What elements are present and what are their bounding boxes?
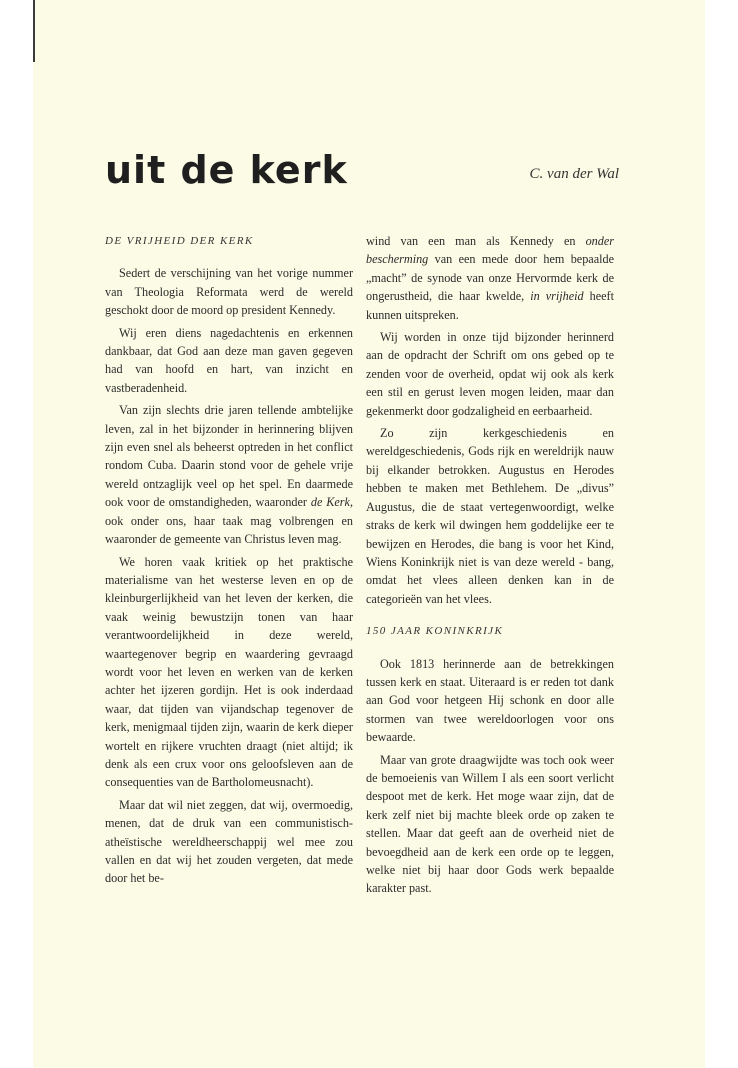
author-name: C. van der Wal xyxy=(529,166,619,182)
column-masthead: uit de kerk xyxy=(105,148,348,192)
text-run: wind van een man als Kennedy en xyxy=(366,234,586,248)
emphasis-text: de Kerk, xyxy=(310,495,353,510)
section-heading-vrijheid: DE VRIJHEID DER KERK xyxy=(105,235,254,247)
paragraph xyxy=(105,401,353,548)
paragraph: Maar dat wil niet zeggen, dat wij, overmoedig, menen, dat de druk van een communistisch-atheïstische wereldheerschappij wel mee zou vallen en dat wij het zouden vergeten, dat mede door het be- xyxy=(105,797,353,886)
paragraph: Ook 1813 herinnerde aan de betrekkingen tussen kerk en staat. Uiteraard is er reden tot dank aan God voor hetgeen Hij schonk en door alle stormen van twee wereldoorlogen voor ons bewaarde. xyxy=(366,656,614,745)
left-column xyxy=(105,232,353,892)
text-run: van een mede door hem bepaalde „macht” de synode van onze Hervormde kerk de ongerustheid, die haar kwelde, xyxy=(366,252,614,304)
paragraph: Wij eren diens nagedachtenis en erkennen dankbaar, dat God aan deze man gaven gegeven had van hoofd en hart, van inzicht en vastberadenheid. xyxy=(105,325,353,395)
paragraph xyxy=(366,232,614,324)
paragraph: Zo zijn kerkgeschiedenis en wereldgeschiedenis, Gods rijk en wereldrijk nauw bij elkander betrokken. Augustus en Herodes hebben te maken met Bethlehem. De „divus” Augustus, die de staat vertegenwoordigt, welke straks de kerk wil dwingen hem goddelijke eer te bewijzen en Herodes, die bang is voor het Kind, Wiens Koninkrijk niet is van deze wereld - bang, omdat het vlees alleen denken kan in de categorieën van het vlees. xyxy=(366,426,614,606)
right-column xyxy=(366,232,614,902)
page-edge-line xyxy=(33,0,35,62)
text-run: ook onder ons, haar taak mag volbrengen en waaronder de gemeente van Christus leven mag. xyxy=(105,513,353,547)
section-heading-koninkrijk: 150 JAAR KONINKRIJK xyxy=(366,625,504,638)
text-run: heeft kunnen uitspreken. xyxy=(366,289,615,322)
paragraph: We horen vaak kritiek op het praktische materialisme van het westerse leven en op de kleinburgerlijkheid van het leven der kerken, die vaak weinig bewustzijn tonen van haar verantwoordelijkheid in deze wereld, waartegenover begrip en waardering gevraagd wordt voor het leven en werken van de kerken achter het ijzeren gordijn. Het is ook inderdaad waar, dat tijden van vijandschap tegenover de kerk, menigmaal tijden zijn, waarin de kerk dieper wortelt en rijkere vruchten draagt (niet altijd; ik denk als een crux voor ons geloofsleven aan de consequenties van de Bartholomeusnacht). xyxy=(105,554,353,790)
emphasis-text: onder bescherming xyxy=(366,234,614,267)
text-run: Van zijn slechts drie jaren tellende ambtelijke leven, zal in het bijzonder in herinnering blijven zijn even snel als beheerst optreden in het conflict rondom Cuba. Daarin stond voor de gehele vrije wereld ontzaglijk veel op het spel. En daarmede ook voor de omstandigheden, waaronder xyxy=(105,403,353,510)
paragraph: Wij worden in onze tijd bijzonder herinnerd aan de opdracht der Schrift om ons gebed op te zenden voor de overheid, opdat wij ook als kerk een stil en gerust leven mogen leiden, maar dan gekenmerkt door godzaligheid en eerbaarheid. xyxy=(366,330,614,418)
paragraph: Sedert de verschijning van het vorige nummer van Theologia Reformata werd de wereld geschokt door de moord op president Kennedy. xyxy=(105,266,353,318)
paragraph: Maar van grote draagwijdte was toch ook weer de bemoeienis van Willem I als een soort verlicht despoot met de kerk. Het moge waar zijn, dat de kerk zelf niet bij machte bleek orde op zaken te stellen. Maar dat geeft aan de overheid niet de bevoegdheid aan de kerk een orde op te leggen, welke niet bij haar door Gods werk bepaalde karakter past. xyxy=(366,752,614,896)
emphasis-text: in vrijheid xyxy=(530,289,584,304)
